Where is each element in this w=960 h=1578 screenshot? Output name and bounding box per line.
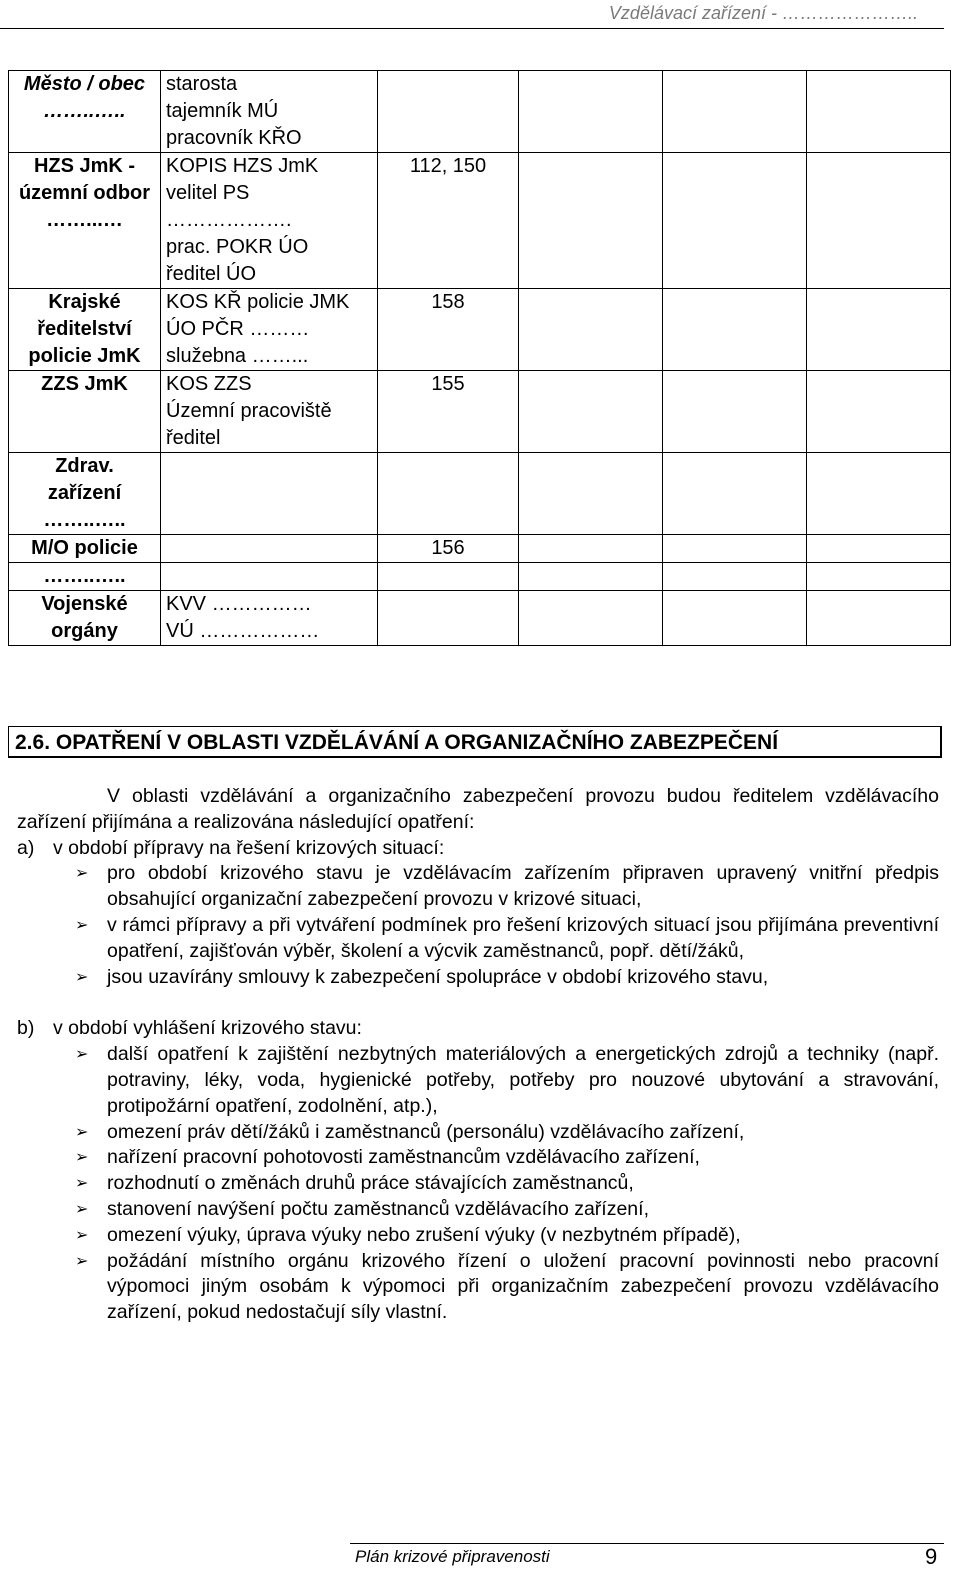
- empty-cell: [807, 153, 951, 289]
- empty-cell: [663, 371, 807, 453]
- role-cell: [161, 591, 378, 646]
- list-item-text: omezení práv dětí/žáků i zaměstnanců (personálu) vzdělávacího zařízení,: [107, 1120, 745, 1143]
- empty-cell: [807, 289, 951, 371]
- empty-cell: [663, 153, 807, 289]
- list-label-a: a): [17, 836, 35, 859]
- number-cell: [378, 591, 519, 646]
- role-cell: [161, 535, 378, 563]
- org-cell: [9, 71, 161, 153]
- org-cell: [9, 563, 161, 591]
- list-item: [75, 1120, 939, 1146]
- page-header: [0, 0, 944, 29]
- empty-cell: [519, 563, 663, 591]
- list-heading-b: v období vyhlášení krizového stavu:: [53, 1017, 362, 1040]
- contacts-table: [8, 70, 951, 646]
- arrow-bullet-icon: ➢: [75, 1046, 89, 1064]
- number-cell: [378, 453, 519, 535]
- page-number: 9: [925, 1544, 938, 1569]
- role-cell-text: KOS KŘ policie JMK ÚO PČR ……… služebna ……...: [166, 291, 350, 367]
- list-item-text: stanovení navýšení počtu zaměstnanců vzdělávacího zařízení,: [107, 1197, 649, 1220]
- arrow-bullet-icon: ➢: [75, 1123, 89, 1141]
- list-item: [75, 965, 939, 991]
- list-item-text: další opatření k zajištění nezbytných materiálových a energetických zdrojů a techniky (např. potraviny, léky, voda, hygienické potřeby, potřeby pro nouzové ubytování a stravování, protipožární opatření, zodolnění, atp.),: [107, 1043, 939, 1117]
- table-row: [9, 535, 951, 563]
- org-cell: [9, 535, 161, 563]
- empty-cell: [663, 289, 807, 371]
- org-cell-text: Město / obec ……..…..: [23, 73, 146, 122]
- number-cell: [378, 289, 519, 371]
- table-row: [9, 71, 951, 153]
- org-cell-text: M/O policie: [31, 537, 138, 559]
- empty-cell: [519, 371, 663, 453]
- arrow-bullet-icon: ➢: [75, 1252, 89, 1270]
- list-item-text: rozhodnutí o změnách druhů práce stávajících zaměstnanců,: [107, 1172, 634, 1195]
- org-cell-text: Zdrav. zařízení ……..…..: [43, 455, 126, 531]
- arrow-bullet-icon: ➢: [75, 1226, 89, 1244]
- empty-cell: [663, 563, 807, 591]
- list-item: [75, 1042, 939, 1119]
- arrow-bullet-icon: ➢: [75, 1175, 89, 1193]
- number-cell: [378, 563, 519, 591]
- empty-cell: [519, 153, 663, 289]
- role-cell: [161, 153, 378, 289]
- org-cell-text: ZZS JmK: [41, 373, 128, 395]
- org-cell: [9, 591, 161, 646]
- empty-cell: [807, 453, 951, 535]
- number-cell-text: 112, 150: [409, 155, 487, 177]
- list-item-text: nařízení pracovní pohotovosti zaměstnancům vzdělávacího zařízení,: [107, 1146, 700, 1169]
- number-cell: [378, 535, 519, 563]
- list-item: [75, 913, 939, 965]
- intro-paragraph: V oblasti vzdělávání a organizačního zabezpečení provozu budou ředitelem vzdělávacího zařízení přijímána a realizována následující opatření:: [17, 785, 939, 833]
- empty-cell: [663, 535, 807, 563]
- empty-cell: [519, 591, 663, 646]
- list-heading-a: v období přípravy na řešení krizových situací:: [53, 836, 445, 859]
- arrow-bullet-icon: ➢: [75, 916, 89, 934]
- role-cell: [161, 563, 378, 591]
- org-cell-text: Krajské ředitelství policie JmK: [28, 291, 141, 367]
- section-heading: 2.6. OPATŘENÍ V OBLASTI VZDĚLÁVÁNÍ A ORGANIZAČNÍHO ZABEZPEČENÍ: [8, 726, 942, 758]
- arrow-bullet-icon: ➢: [75, 968, 89, 986]
- list-item-text: pro období krizového stavu je vzdělávacím zařízením připraven upravený vnitřní předpis obsahující organizační zabezpečení provozu v krizové situaci,: [107, 862, 939, 911]
- table-row: [9, 289, 951, 371]
- empty-cell: [807, 535, 951, 563]
- empty-cell: [807, 563, 951, 591]
- org-cell: [9, 289, 161, 371]
- arrow-bullet-icon: ➢: [75, 1200, 89, 1218]
- list-item: [75, 1145, 939, 1171]
- org-cell-text: HZS JmK - územní odbor ……...…: [18, 155, 151, 231]
- role-cell-text: KOPIS HZS JmK velitel PS ………………. prac. POKR ÚO ředitel ÚO: [166, 155, 319, 285]
- org-cell-text: Vojenské orgány: [41, 593, 128, 642]
- number-cell: [378, 371, 519, 453]
- list-item: [75, 1171, 939, 1197]
- list-level-b: [17, 1016, 939, 1042]
- list-b-items: [17, 1042, 939, 1326]
- footer-divider: [350, 1543, 944, 1544]
- number-cell-text: 158: [431, 291, 465, 313]
- table-row: [9, 563, 951, 591]
- section-body: [17, 784, 939, 1326]
- table-row: [9, 453, 951, 535]
- number-cell: [378, 153, 519, 289]
- empty-cell: [807, 71, 951, 153]
- org-cell-text: ……..…..: [43, 565, 126, 587]
- org-cell: [9, 453, 161, 535]
- list-item: [75, 861, 939, 913]
- empty-cell: [519, 289, 663, 371]
- empty-cell: [663, 591, 807, 646]
- list-level-a: [17, 836, 939, 862]
- empty-cell: [519, 535, 663, 563]
- list-label-b: b): [17, 1017, 35, 1040]
- list-item-text: jsou uzavírány smlouvy k zabezpečení spolupráce v období krizového stavu,: [107, 965, 769, 988]
- empty-cell: [807, 591, 951, 646]
- list-item: [75, 1249, 939, 1326]
- footer-title: Plán krizové připravenosti: [355, 1547, 550, 1566]
- empty-cell: [519, 453, 663, 535]
- org-cell: [9, 153, 161, 289]
- arrow-bullet-icon: ➢: [75, 865, 89, 883]
- table-row: [9, 153, 951, 289]
- role-cell: [161, 289, 378, 371]
- number-cell-text: 155: [431, 373, 465, 395]
- role-cell: [161, 71, 378, 153]
- role-cell-text: KOS ZZS Územní pracoviště ředitel: [166, 373, 332, 449]
- role-cell: [161, 453, 378, 535]
- empty-cell: [663, 71, 807, 153]
- role-cell-text: starosta tajemník MÚ pracovník KŘO: [166, 73, 302, 149]
- list-item-text: v rámci přípravy a při vytváření podmínek pro řešení krizových situací jsou přijímána preventivní opatření, zajišťován výběr, školení a výcvik zaměstnanců, popř. dětí/žáků,: [107, 913, 939, 962]
- role-cell: [161, 371, 378, 453]
- role-cell-text: KVV …………… VÚ ………………: [166, 593, 320, 642]
- number-cell: [378, 71, 519, 153]
- arrow-bullet-icon: ➢: [75, 1149, 89, 1167]
- list-item-text: omezení výuky, úprava výuky nebo zrušení výuky (v nezbytném případě),: [107, 1223, 741, 1246]
- org-cell: [9, 371, 161, 453]
- number-cell-text: 156: [431, 537, 465, 559]
- empty-cell: [519, 71, 663, 153]
- list-item-text: požádání místního orgánu krizového řízení o uložení pracovní povinnosti nebo pracovní výpomoci jiným osobám k výpomoci při organizačním zabezpečení provozu vzdělávacího zařízení, pokud nedostačují síly vlastní.: [107, 1249, 939, 1324]
- empty-cell: [807, 371, 951, 453]
- empty-cell: [663, 453, 807, 535]
- list-item: [75, 1197, 939, 1223]
- list-item: [75, 1223, 939, 1249]
- table-row: [9, 371, 951, 453]
- table-row: [9, 591, 951, 646]
- list-a-items: [17, 861, 939, 990]
- header-title: Vzdělávací zařízení - …………………..: [608, 3, 918, 23]
